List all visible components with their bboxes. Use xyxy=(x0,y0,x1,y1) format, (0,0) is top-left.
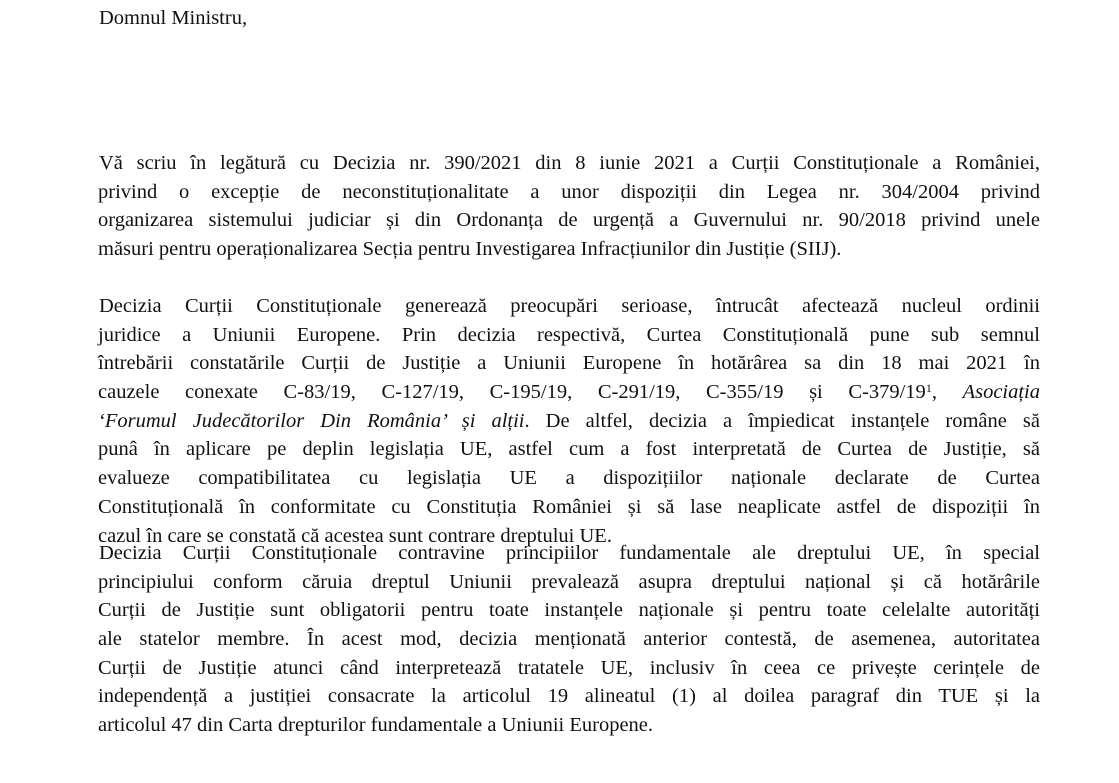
text-line: evalueze compatibilitatea cu legislația UE a dispozițiilor naționale declarate de Curtea xyxy=(98,467,1040,490)
text-line: organizarea sistemului judiciar și din Ordonanța de urgență a Guvernului nr. 90/2018 privind unele xyxy=(98,209,1040,232)
salutation: Domnul Ministru, xyxy=(99,7,248,29)
text-line: întrebării constatările Curții de Justiție a Uniunii Europene în hotărârea sa din 18 mai 2021 în xyxy=(98,352,1040,375)
text-line: independență a justiției consacrate la articolul 19 alineatul (1) al doilea paragraf din TUE și la xyxy=(98,685,1040,708)
text-line: articolul 47 din Carta drepturilor fundamentale a Uniunii Europene. xyxy=(98,714,654,737)
text-line: Vă scriu în legătură cu Decizia nr. 390/2021 din 8 iunie 2021 a Curții Constituționale a României, xyxy=(99,152,1040,174)
case-list: cauzele conexate C-83/19, C-127/19, C-195/19, C-291/19, C-355/19 și C-379/19 xyxy=(98,381,926,404)
paragraph-2 xyxy=(98,292,1040,550)
text-line: cauzele conexate C-83/19, C-127/19, C-195/19, C-291/19, C-355/19 și $C-379/19^1$, Asociația xyxy=(98,381,1040,404)
text-line: privind o excepție de neconstituționalitate a unor dispoziții din Legea nr. 304/2004 privind xyxy=(98,180,1040,203)
footnote-mark[interactable]: 1 xyxy=(925,381,932,396)
text-line: măsuri pentru operaționalizarea Secția pentru Investigarea Infracțiunilor din Justiție (SIIJ). xyxy=(98,238,842,261)
text-line: principiului conform căruia dreptul Uniunii prevalează asupra dreptului național și că hotărârile xyxy=(98,570,1040,593)
text-line: punâ în aplicare pe deplin legislația UE, astfel cum a fost interpretată de Curtea de Justiție, să xyxy=(98,438,1040,461)
text-line: cazul în care se constată că acestea sunt contrare dreptului UE. xyxy=(98,524,612,547)
text-line: juridice a Uniunii Europene. Prin decizia respectivă, Curtea Constituțională pune sub semnul xyxy=(98,323,1040,346)
text-line: Constituțională în conformitate cu Constituția României și să lase neaplicate astfel de dispoziții în xyxy=(98,495,1040,518)
paragraph-1 xyxy=(98,149,1040,264)
text-line xyxy=(98,407,1040,436)
text-line: Decizia Curții Constituționale generează preocupări serioase, întrucât afectează nucleul ordinii xyxy=(99,295,1040,317)
paragraph-3 xyxy=(98,539,1040,740)
text-line: Decizia Curții Constituționale contravine principiilor fundamentale ale dreptului UE, în special xyxy=(99,542,1040,564)
case-name-italic: Asociația xyxy=(962,381,1040,404)
case-name-italic: ‘Forumul Judecătorilor Din România’ și alții xyxy=(98,409,525,432)
text-line: Curții de Justiție sunt obligatorii pentru toate instanțele naționale și pentru toate celelalte autorități xyxy=(98,599,1040,622)
text-line: Curții de Justiție atunci când interpretează tratatele UE, inclusiv în ceea ce privește cerințele de xyxy=(98,656,1040,679)
text-line: ale statelor membre. În acest mod, decizia menționată anterior contestă, de asemenea, autoritatea xyxy=(98,628,1040,651)
text-span: . De altfel, decizia a împiedicat instanțele române să xyxy=(524,409,1040,432)
